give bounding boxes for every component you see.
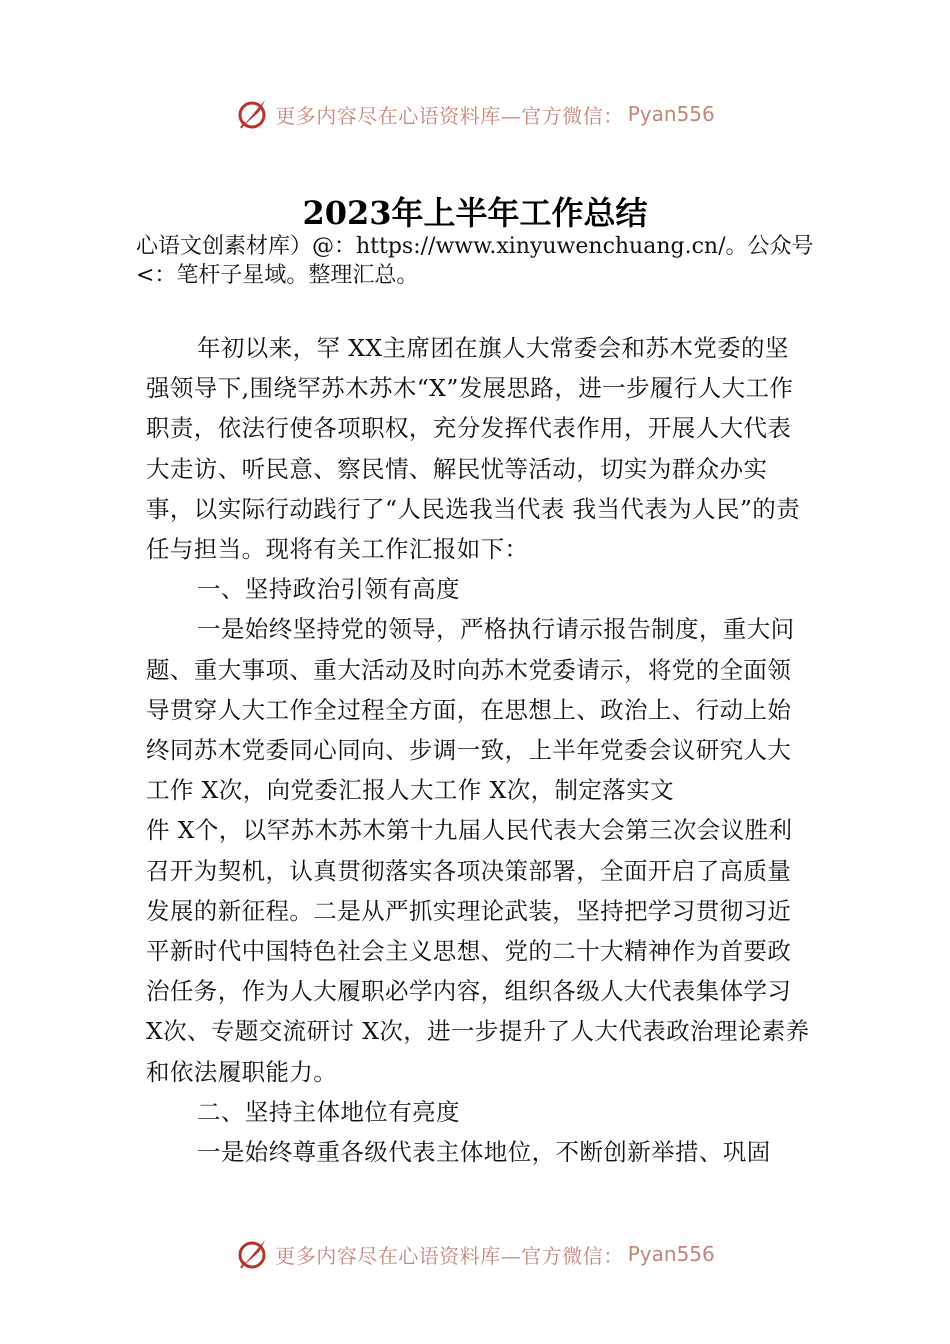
source-line: 心语文创素材库）@：https://www.xinyuwenchuang.cn/。公众号<：笔杆子星域。整理汇总。	[136, 234, 814, 288]
quill-logo-icon	[235, 96, 271, 132]
banner-text: 更多内容尽在心语资料库—官方微信：	[275, 103, 624, 128]
section-heading-1: 一、坚持政治引领有高度	[197, 575, 460, 604]
document-title: 2023年上半年工作总结	[302, 194, 648, 232]
banner-wechat-id: Pyan556	[627, 102, 715, 126]
paragraph-section-2: 一是始终尊重各级代表主体地位，不断创新举措、巩固	[197, 1138, 771, 1167]
section-heading-2: 二、坚持主体地位有亮度	[197, 1097, 460, 1126]
banner-wechat-id: Pyan556	[627, 1242, 715, 1266]
header-banner	[0, 94, 950, 134]
document-body	[146, 328, 810, 1172]
paragraph-intro: 年初以来，罕 XX主席团在旗人大常委会和苏木党委的坚强领导下,围绕罕苏木苏木“X”发展思路，进一步履行人大工作职责，依法行使各项职权，充分发挥代表作用，开展人大代表大走访、听民意、察民情、解民忧等活动，切实为群众办实事，以实际行动践行了“人民选我当代表 我当代表为人民”的责任与担当。现将有关工作汇报如下：	[146, 334, 801, 564]
footer-banner	[0, 1234, 950, 1274]
banner-text: 更多内容尽在心语资料库—官方微信：	[275, 1243, 624, 1268]
paragraph-section-1: 一是始终坚持党的领导，严格执行请示报告制度，重大问题、重大事项、重大活动及时向苏木党委请示，将党的全面领导贯穿人大工作全过程全方面，在思想上、政治上、行动上始终同苏木党委同心同向、步调一致，上半年党委会议研究人大工作 X次，向党委汇报人大工作 X次，制定落实文	[146, 615, 795, 805]
paragraph-section-1-continued: 件 X个，以罕苏木苏木第十九届人民代表大会第三次会议胜利召开为契机，认真贯彻落实各项决策部署，全面开启了高质量发展的新征程。二是从严抓实理论武装，坚持把学习贯彻习近平新时代中国特色社会主义思想、党的二十大精神作为首要政治任务，作为人大履职必学内容，组织各级人大代表集体学习 X次、专题交流研讨 X次，进一步提升了人大代表政治理论素养和依法履职能力。	[146, 816, 810, 1086]
quill-logo-icon	[235, 1236, 271, 1272]
